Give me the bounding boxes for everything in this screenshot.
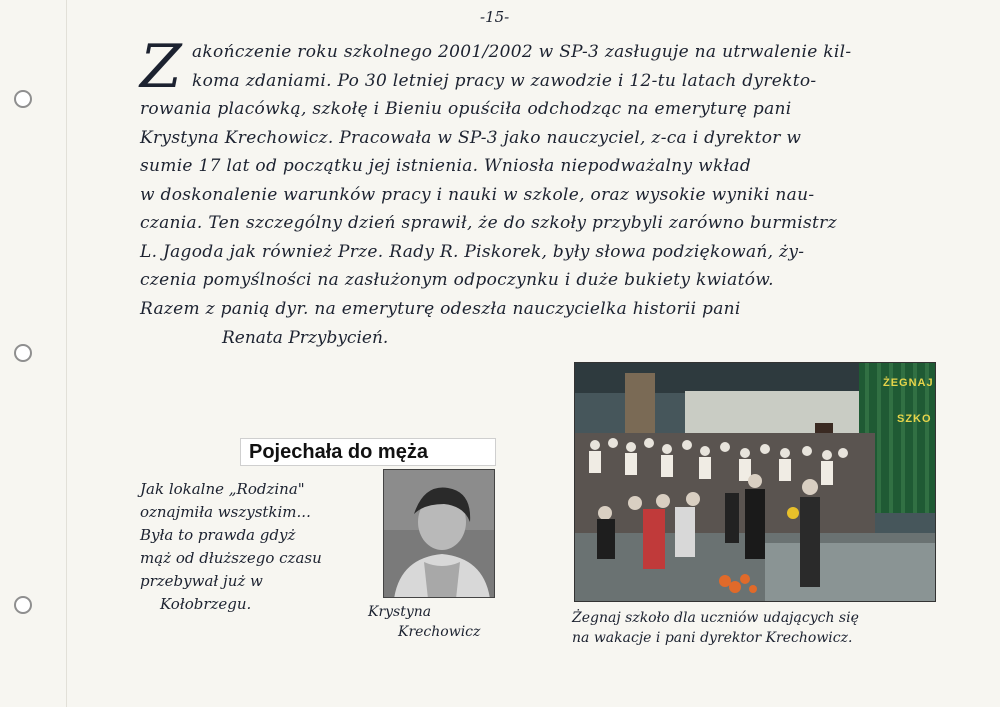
note-line: przebywał już w bbox=[140, 572, 263, 590]
caption-line: Żegnaj szkoło dla uczniów udających się bbox=[572, 610, 859, 626]
paragraph-line: sumie 17 lat od początku jej istnienia. Wniosła niepodważalny wkład bbox=[140, 156, 752, 176]
note-line: oznajmiła wszystkim... bbox=[140, 503, 311, 521]
caption-line: Krystyna bbox=[368, 604, 432, 620]
paragraph-line: Razem z panią dyr. na emeryturę odeszła nauczycielka historii pani bbox=[140, 298, 741, 319]
banner-word: ŻEGNAJ bbox=[883, 377, 934, 389]
ceremony-scene-icon bbox=[575, 363, 936, 602]
paragraph-line: koma zdaniami. Po 30 letniej pracy w zawodzie i 12-tu latach dyrekto- bbox=[192, 70, 817, 91]
binder-hole-icon bbox=[14, 596, 32, 614]
handwritten-paragraph bbox=[140, 32, 960, 323]
paragraph-line: Krystyna Krechowicz. Pracowała w SP-3 jako nauczyciel, z-ca i dyrektor w bbox=[140, 127, 802, 148]
binder-hole-icon bbox=[14, 90, 32, 108]
newspaper-clipping bbox=[240, 438, 496, 466]
paragraph-line: w doskonalenie warunków pracy i nauki w szkole, oraz wysokie wyniki nau- bbox=[140, 184, 815, 205]
page-number: -15- bbox=[480, 8, 510, 26]
paragraph-line: L. Jagoda jak również Prze. Rady R. Piskorek, były słowa podziękowań, ży- bbox=[140, 241, 805, 262]
paragraph-line: czania. Ten szczególny dzień sprawił, że do szkoły przybyli zarówno burmistrz bbox=[140, 213, 837, 233]
note-line: Była to prawda gdyż bbox=[140, 526, 296, 544]
note-line: mąż od dłuższego czasu bbox=[140, 549, 322, 567]
paragraph-line: rowania placówką, szkołę i Bieniu opuściła odchodząc na emeryturę pani bbox=[140, 99, 792, 119]
clipping-handwritten-note bbox=[140, 478, 370, 616]
ceremony-photo bbox=[574, 362, 936, 602]
drop-cap: Z bbox=[140, 32, 182, 102]
paragraph-line: akończenie roku szkolnego 2001/2002 w SP-3 zasługuje na utrwalenie kil- bbox=[192, 42, 852, 62]
portrait-photo bbox=[383, 469, 495, 598]
portrait-icon bbox=[384, 470, 495, 598]
binder-hole-icon bbox=[14, 344, 32, 362]
banner-word: SZKO bbox=[897, 413, 932, 425]
margin-line bbox=[66, 0, 67, 707]
photo-caption bbox=[572, 608, 972, 648]
paragraph-line: czenia pomyślności na zasłużonym odpoczynku i duże bukiety kwiatów. bbox=[140, 270, 774, 290]
note-line: Jak lokalne „Rodzina" bbox=[140, 480, 305, 498]
note-line: Kołobrzegu. bbox=[160, 595, 252, 613]
portrait-caption bbox=[368, 602, 480, 642]
author-line: Renata Przybycień. bbox=[222, 328, 389, 348]
clipping-headline: Pojechała do męża bbox=[249, 441, 428, 463]
caption-line: na wakacje i pani dyrektor Krechowicz. bbox=[572, 630, 853, 646]
caption-line: Krechowicz bbox=[398, 624, 481, 640]
